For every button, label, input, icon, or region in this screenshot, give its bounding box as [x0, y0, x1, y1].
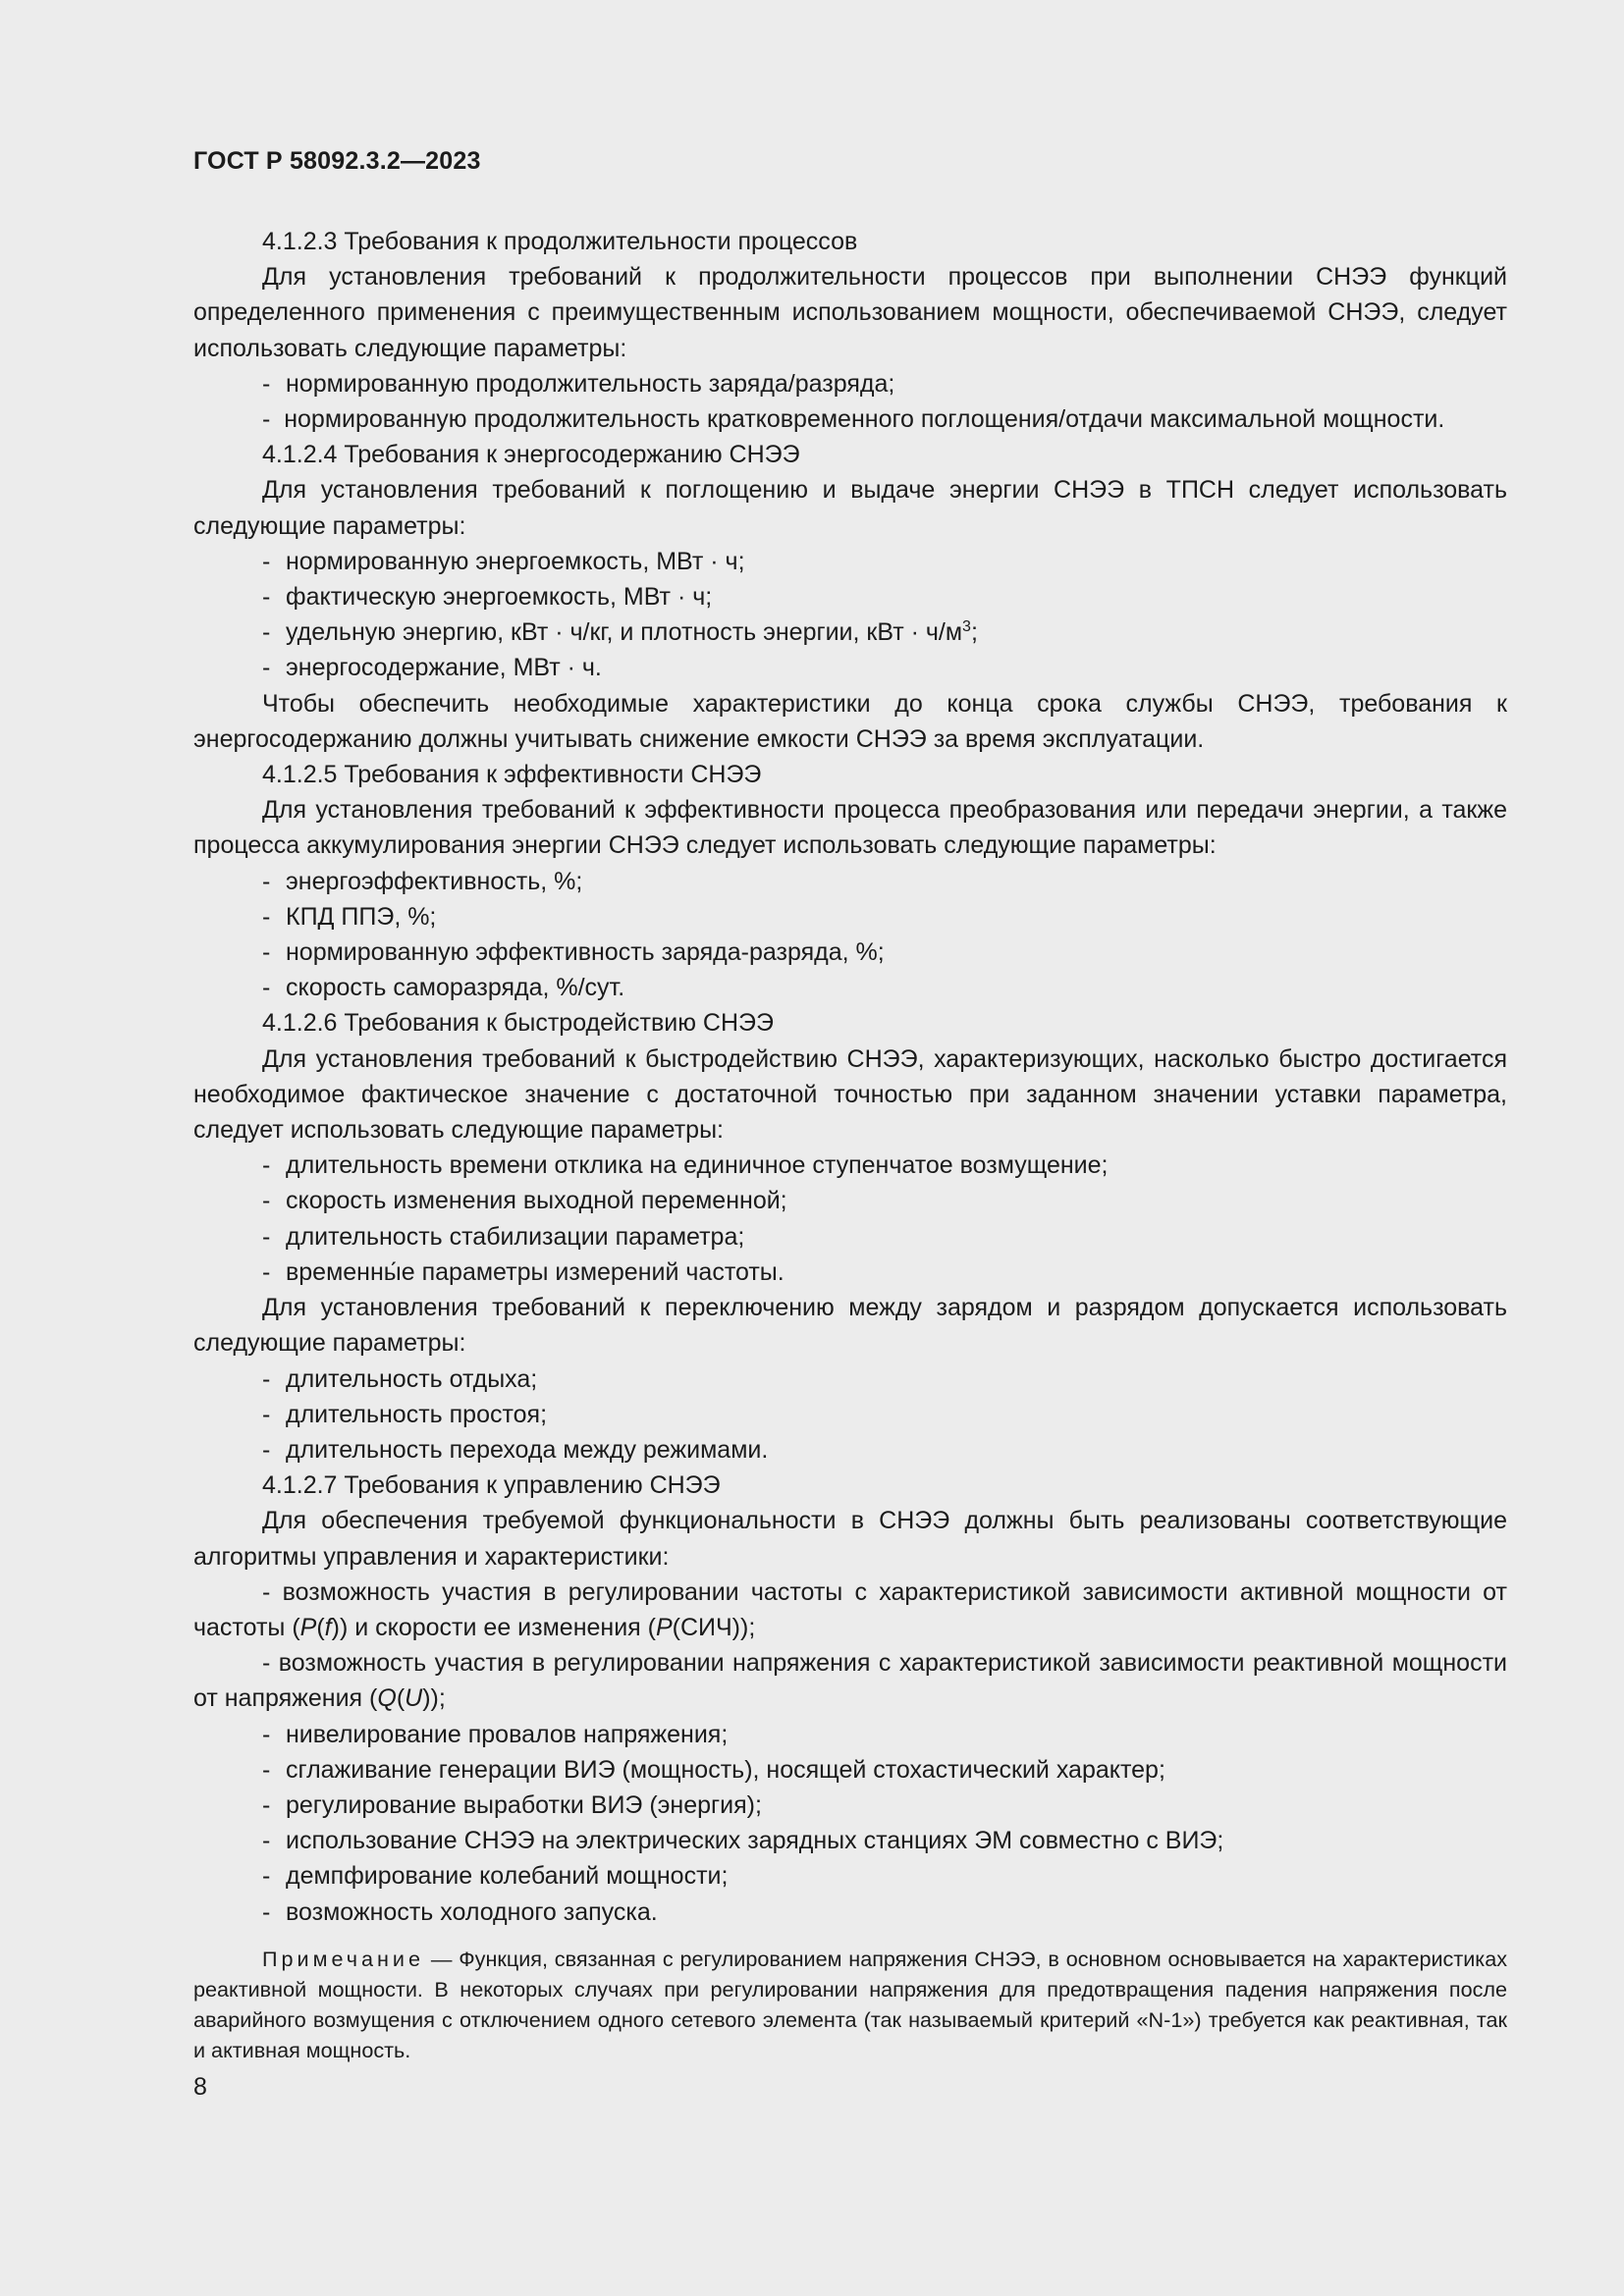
list-item: - длительность времени отклика на единичное ступенчатое возмущение;: [262, 1151, 1109, 1180]
section-title-4-1-2-7: 4.1.2.7 Требования к управлению СНЭЭ: [262, 1471, 721, 1500]
section-intro2-4-1-2-6: Для установления требований к переключению между зарядом и разрядом допускается использовать следующие параметры:: [193, 1294, 1507, 1358]
list-item: - сглаживание генерации ВИЭ (мощность), носящей стохастический характер;: [262, 1755, 1165, 1784]
list-item: - возможность участия в регулировании частоты с характеристикой зависимости активной мощности от частоты (P(f)) и скорости ее изменения (P(СИЧ));: [193, 1577, 1507, 1641]
section-outro-4-1-2-4: Чтобы обеспечить необходимые характеристики до конца срока службы СНЭЭ, требования к энергосодержанию должны учитывать снижение емкости СНЭЭ за время эксплуатации.: [193, 689, 1507, 753]
section-title-4-1-2-6: 4.1.2.6 Требования к быстродействию СНЭЭ: [262, 1009, 774, 1038]
list-item: - энергоэффективность, %;: [262, 867, 583, 895]
list-item: - энергосодержание, МВт · ч.: [262, 654, 602, 682]
list-item: - длительность стабилизации параметра;: [262, 1222, 745, 1251]
page-number: 8: [193, 2073, 207, 2101]
list-item: - скорость саморазряда, %/сут.: [262, 974, 625, 1002]
list-item: - удельную энергию, кВт · ч/кг, и плотность энергии, кВт · $ч/м^3$;: [262, 618, 978, 647]
list-item: - использование СНЭЭ на электрических зарядных станциях ЭМ совместно с ВИЭ;: [262, 1827, 1224, 1855]
section-title-4-1-2-3: 4.1.2.3 Требования к продолжительности процессов: [262, 228, 858, 255]
list-item: - демпфирование колебаний мощности;: [262, 1862, 729, 1891]
section-intro-4-1-2-4: Для установления требований к поглощению и выдаче энергии СНЭЭ в ТПСН следует использовать следующие параметры:: [193, 476, 1507, 540]
list-item: - длительность перехода между режимами.: [262, 1435, 769, 1464]
list-item: - регулирование выработки ВИЭ (энергия);: [262, 1790, 762, 1819]
list-item: - нормированную эффективность заряда-разряда, %;: [262, 938, 885, 967]
section-intro-4-1-2-6: Для установления требований к быстродействию СНЭЭ, характеризующих, насколько быстро достигается необходимое фактическое значение с достаточной точностью при заданном значении уставки параметра, следует использовать следующие параметры:: [193, 1044, 1507, 1145]
section-intro-4-1-2-5: Для установления требований к эффективности процесса преобразования или передачи энергии, а также процесса аккумулирования энергии СНЭЭ следует использовать следующие параметры:: [193, 796, 1507, 860]
note-text: — Функция, связанная с регулированием напряжения СНЭЭ, в основном основывается на характеристиках реактивной мощности. В некоторых случаях при регулировании напряжения для предотвращения падения напряжения после аварийного возмущения с отключением одного сетевого элемента (так называемый критерий «N-1») требуется как реактивная, так и активная мощность.: [193, 1947, 1507, 2062]
section-title-4-1-2-4: 4.1.2.4 Требования к энергосодержанию СНЭЭ: [262, 441, 800, 469]
list-item: - фактическую энергоемкость, МВт · ч;: [262, 583, 713, 612]
list-item: - нормированную энергоемкость, МВт · ч;: [262, 547, 745, 575]
document-body: [193, 224, 1507, 1930]
list-item: - нормированную продолжительность заряда/разряда;: [193, 366, 1507, 401]
list-item: - временны́е параметры измерений частоты.: [262, 1257, 785, 1286]
superscript: 3: [962, 618, 971, 636]
dash: -: [262, 369, 271, 398]
list-item: - нормированную продолжительность кратковременного поглощения/отдачи максимальной мощности.: [262, 405, 1445, 434]
list-item: - скорость изменения выходной переменной;: [262, 1187, 787, 1215]
document-header: ГОСТ Р 58092.3.2—2023: [193, 147, 481, 175]
section-intro-4-1-2-3: Для установления требований к продолжительности процессов при выполнении СНЭЭ функций определенного применения с преимущественным использованием мощности, обеспечиваемой СНЭЭ, следует использовать следующие параметры:: [193, 263, 1507, 362]
list-item: - длительность отдыха;: [262, 1364, 538, 1393]
list-item: - длительность простоя;: [262, 1400, 548, 1428]
section-intro-4-1-2-7: Для обеспечения требуемой функциональности в СНЭЭ должны быть реализованы соответствующие алгоритмы управления и характеристики:: [193, 1507, 1507, 1571]
list-item: - нивелирование провалов напряжения;: [262, 1720, 729, 1748]
list-item: - КПД ППЭ, %;: [262, 902, 437, 931]
list-item: - возможность холодного запуска.: [262, 1897, 658, 1926]
note-block: [193, 1944, 1507, 2065]
section-title-4-1-2-5: 4.1.2.5 Требования к эффективности СНЭЭ: [262, 761, 762, 789]
note-label: Примечание: [262, 1947, 424, 1971]
list-item: - возможность участия в регулировании напряжения с характеристикой зависимости реактивной мощности от напряжения (Q(U));: [193, 1649, 1507, 1713]
